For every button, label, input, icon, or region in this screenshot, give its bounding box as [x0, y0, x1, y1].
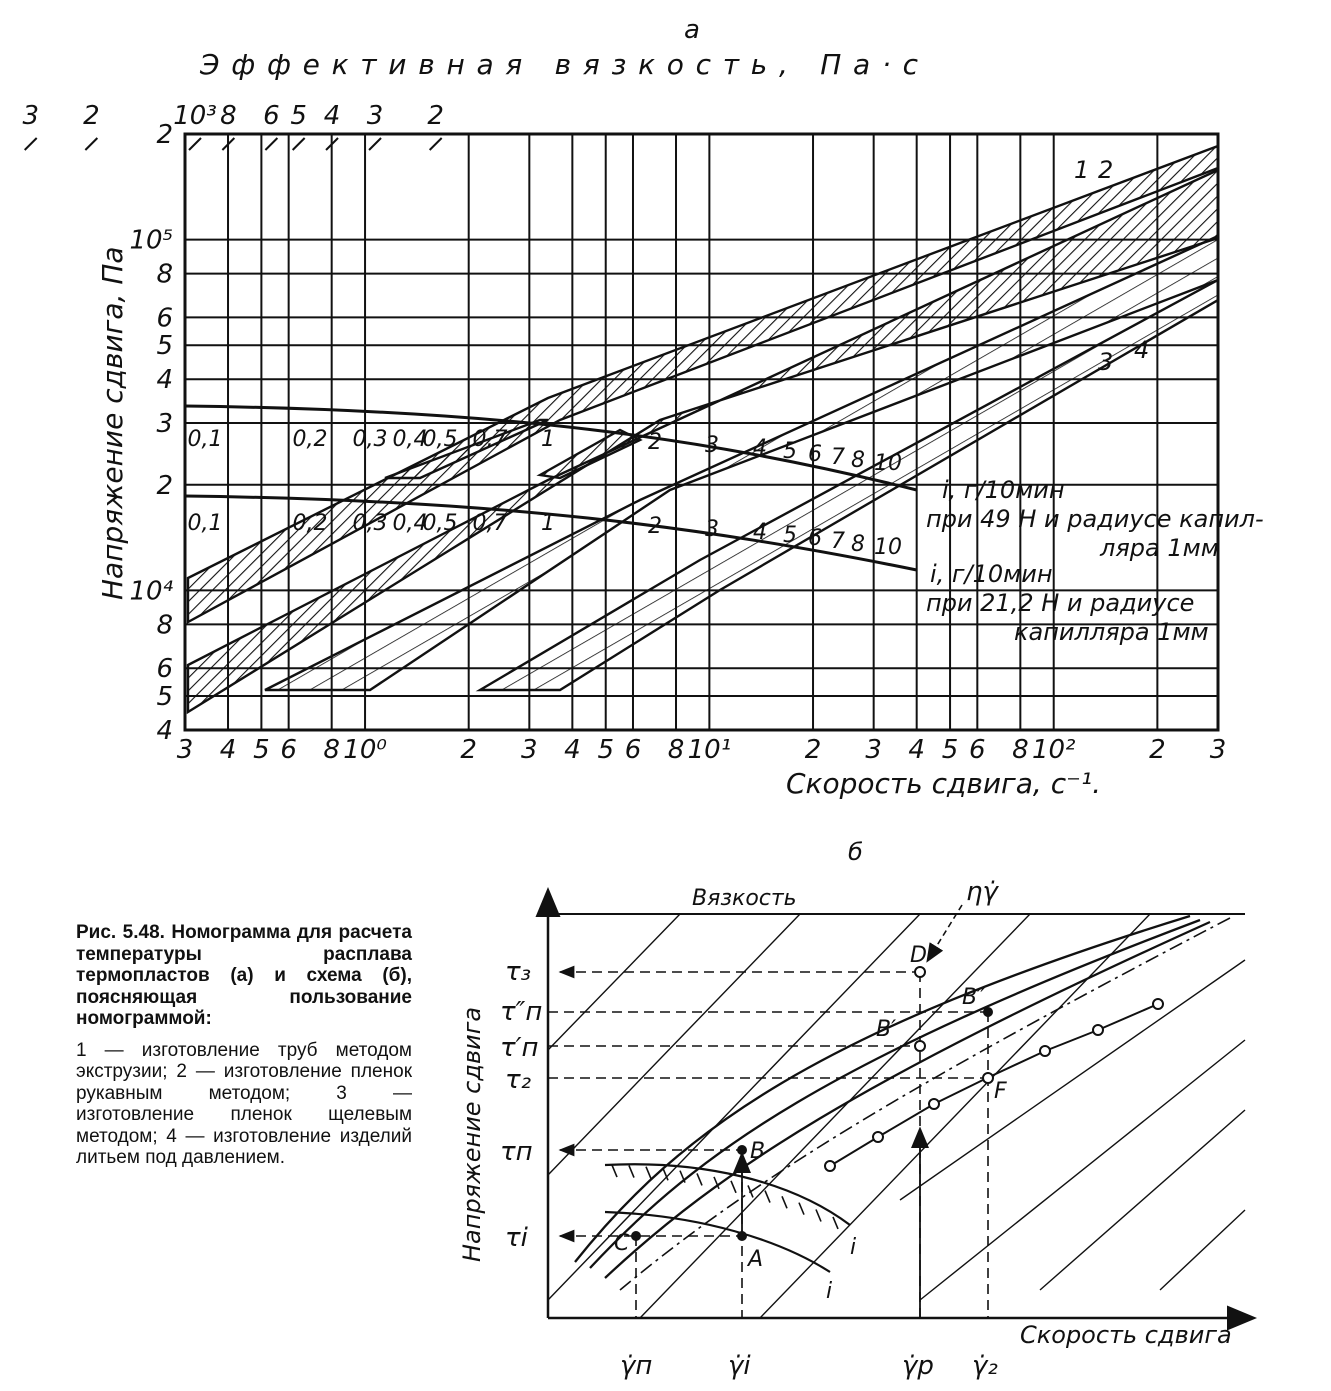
left-axis-title: Напряжение сдвига, Па: [96, 246, 129, 600]
i-scale-label: 2: [648, 514, 662, 539]
eta-tick-label: 2: [83, 101, 100, 131]
i-hatch-tick: [782, 1196, 787, 1208]
y-tick-label: 6: [156, 303, 173, 334]
x-tick-label: 3: [865, 735, 882, 765]
x-tick-label: 2: [1149, 735, 1166, 765]
i-scale-label: 5: [783, 439, 797, 464]
vyazkost-label: Вязкость: [692, 886, 797, 911]
gamma-r: γ̇р: [902, 1351, 934, 1381]
eta-tick-label: 8: [220, 101, 237, 131]
eta-tick: [293, 138, 305, 150]
caption-body: 1 — изготовление труб методом экструзии; 2 — изготовление пленок рукавным методом; 3 — изготовление пленок щелевым методом; 4 — изготовление изделий литьем под давлением.: [76, 1039, 412, 1168]
upper-i-note-line3: ляра 1мм: [1100, 534, 1219, 562]
eta-tick: [85, 138, 97, 150]
i-scale-label: 0,2: [292, 427, 328, 452]
i-hatch-tick: [765, 1191, 770, 1203]
panel-b-label: б: [848, 838, 863, 866]
panel-a-nomogram: [0, 15, 1264, 800]
i-scale-label: 0,3: [352, 427, 388, 452]
i-scale-label: 0,2: [292, 511, 328, 536]
point-b-double: B″: [962, 985, 986, 1010]
panel-b-x-title: Скорость сдвига: [1020, 1321, 1232, 1349]
eta-tick-label: 4: [323, 101, 341, 131]
i-scale-label: 0,7: [472, 427, 508, 452]
top-axis-title: Эффективная вязкость, Па·с: [200, 48, 918, 81]
i-scale-label: 8: [851, 448, 865, 473]
eta-tick-label: 3: [22, 101, 39, 131]
i-hatch-tick: [629, 1166, 634, 1178]
i-scale-label: 6: [808, 442, 822, 467]
viscosity-diagonals: [548, 914, 1245, 1318]
x-tick-label: 5: [253, 735, 270, 765]
i-scale-label: 0,1: [187, 511, 223, 536]
x-tick-label: 2: [460, 735, 477, 765]
tau-3: τ₃: [505, 957, 532, 987]
tau-p-double: τ″п: [500, 997, 543, 1027]
lower-i-note-line2: при 21,2 Н и радиусе: [926, 589, 1195, 617]
i-scale-label: 0,7: [472, 511, 508, 536]
x-tick-label: 8: [1012, 735, 1029, 765]
gamma-i: γ̇i: [728, 1351, 751, 1381]
lower-i-note-line3: капилляра 1мм: [1014, 618, 1209, 646]
point-d: D: [910, 943, 927, 968]
i-scale-label: 8: [851, 532, 865, 557]
y-tick-label: 5: [156, 682, 173, 713]
i-scale-label: 6: [808, 526, 822, 551]
x-tick-label: 6: [969, 735, 986, 765]
i-scale-label: 2: [648, 430, 662, 455]
tau-2: τ₂: [505, 1065, 532, 1095]
i-scale-label: 0,4: [392, 511, 428, 536]
lower-i-note-line1: i, г/10мин: [930, 560, 1053, 588]
i-scale-label: 0,4: [392, 427, 428, 452]
top-viscosity-ticks: [0, 101, 444, 150]
y-tick-label: 4: [156, 716, 173, 746]
tau-p-single: τ′п: [500, 1033, 539, 1063]
i-scale-label: 0,1: [187, 427, 223, 452]
eta-tick-label: 3: [366, 101, 384, 131]
panel-a-label: а: [684, 15, 700, 45]
i-scale-label: 0,5: [422, 511, 458, 536]
i-hatch-tick: [731, 1181, 736, 1193]
i-curve-label-upper: i: [850, 1235, 857, 1260]
x-tick-label: 3: [1209, 735, 1227, 765]
x-tick-label: 8: [323, 735, 340, 765]
eta-tick-label: 10³: [173, 101, 217, 131]
x-tick-label: 4: [564, 735, 581, 765]
tau-p: τп: [500, 1137, 533, 1167]
i-curve-label-lower: i: [826, 1279, 833, 1304]
eta-tick-label: 5: [290, 101, 307, 131]
y-tick-label: 5: [156, 331, 173, 362]
x-tick-label: 10¹: [687, 735, 732, 765]
i-hatch-tick: [799, 1203, 804, 1215]
i-scale-label: 10: [874, 451, 902, 476]
i-scale-label: 1: [541, 427, 555, 452]
y-tick-label: 10⁴: [129, 576, 173, 607]
upper-i-note-line1: i, г/10мин: [942, 476, 1065, 504]
i-scale-label: 7: [831, 529, 845, 554]
i-scale-label: 0,3: [352, 511, 388, 536]
x-tick-label: 10⁰: [343, 735, 387, 765]
dashed-construction: [548, 972, 988, 1318]
point-f: F: [994, 1079, 1007, 1104]
i-hatch-tick: [612, 1165, 617, 1177]
eta-tick-label: 2: [427, 101, 444, 131]
i-hatch-tick: [697, 1173, 702, 1185]
x-tick-label: 6: [624, 735, 642, 765]
hatched-band: [540, 430, 640, 478]
tau-i: τi: [505, 1223, 528, 1253]
i-scale-label: 4: [753, 520, 767, 545]
panel-b-y-title: Напряжение сдвига: [458, 1006, 486, 1262]
caption-title: Рис. 5.48. Номограмма для расчета температуры расплава термопластов (а) и схема (б), поясняющая пользование номограммой:: [76, 922, 412, 1029]
figure-caption: [76, 922, 412, 1169]
point-a: A: [748, 1247, 764, 1272]
x-tick-label: 2: [804, 735, 822, 765]
i-hatch-tick: [833, 1217, 838, 1229]
x-tick-label: 4: [908, 735, 925, 765]
i-scale-label: 7: [831, 445, 845, 470]
curve-label-4: 4: [1134, 336, 1150, 364]
y-tick-label: 8: [156, 610, 173, 641]
i-hatch-tick: [646, 1167, 651, 1179]
y-tick-label: 8: [156, 259, 173, 290]
eta-tick: [430, 138, 442, 150]
point-b-single: B′: [876, 1017, 897, 1042]
x-tick-label: 3: [521, 735, 538, 765]
eta-tick: [369, 138, 381, 150]
i-scale-label: 3: [705, 517, 719, 542]
x-tick-label: 3: [176, 735, 194, 765]
upper-i-note-line2: при 49 Н и радиусе капил-: [926, 505, 1264, 533]
y-tick-label: 4: [156, 365, 173, 396]
x-tick-label: 4: [219, 735, 237, 765]
i-scale-label: 0,5: [422, 427, 458, 452]
curve-label-1: 1: [1074, 156, 1090, 184]
i-scale-label: 3: [705, 433, 719, 458]
eta-tick: [189, 138, 201, 150]
i-scale-label: 5: [783, 523, 797, 548]
i-scale-label: 1: [541, 511, 555, 536]
eta-tick: [265, 138, 277, 150]
point-c: C: [614, 1231, 630, 1256]
eta-tick: [25, 138, 37, 150]
i-scale-label: 10: [874, 535, 902, 560]
y-tick-label: 6: [156, 654, 173, 685]
panel-b-scheme: [458, 838, 1252, 1381]
gamma-2: γ̇₂: [972, 1351, 998, 1381]
y-tick-label: 3: [156, 409, 173, 440]
lower-i-note: [926, 560, 1209, 646]
eta-label: ηγ̇: [966, 877, 998, 907]
i-hatch-tick: [816, 1210, 821, 1222]
i-scale-label: 4: [753, 436, 767, 461]
x-tick-label: 8: [667, 735, 685, 765]
x-tick-label: 5: [597, 735, 614, 765]
bottom-axis-title: Скорость сдвига, с⁻¹.: [786, 767, 1102, 800]
point-b: B: [750, 1139, 766, 1164]
y-tick-label: 2: [156, 120, 173, 150]
y-tick-label: 10⁵: [129, 225, 173, 256]
x-tick-label: 6: [280, 735, 297, 765]
i-curve-lower: [605, 1212, 830, 1272]
bottom-shear-rate-ticks: [177, 735, 1227, 765]
curve-label-3: 3: [1098, 348, 1114, 376]
x-tick-label: 10²: [1031, 735, 1076, 765]
eta-tick-label: 6: [263, 101, 280, 131]
gamma-p: γ̇п: [620, 1351, 653, 1381]
curve-label-2: 2: [1098, 156, 1114, 184]
x-tick-label: 5: [941, 735, 959, 765]
y-tick-label: 2: [156, 470, 173, 501]
left-shear-stress-ticks: [129, 120, 173, 746]
